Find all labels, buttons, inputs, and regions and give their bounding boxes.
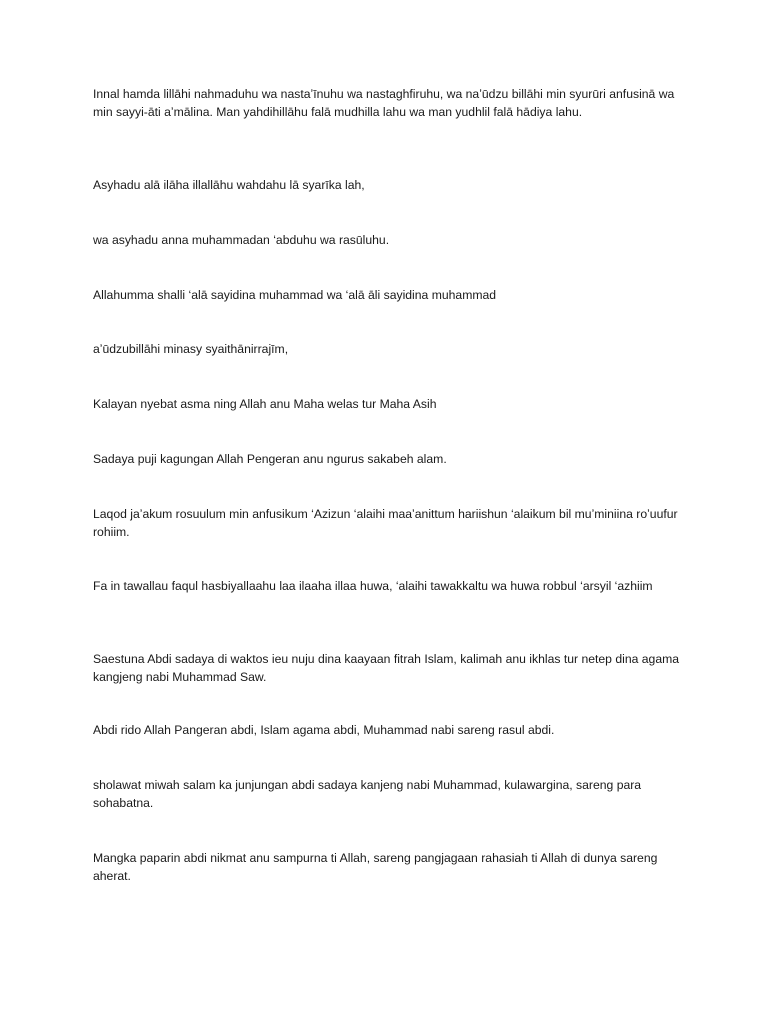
paragraph-fa-in-tawallau: Fa in tawallau faqul hasbiyallaahu laa ilaaha illaa huwa, ‘alaihi tawakkaltu wa huwa robbul ‘arsyil ‘azhiim [93, 579, 653, 593]
paragraph-nikmat-sampurna: Mangka paparin abdi nikmat anu sampurna ti Allah, sareng pangjagaan rahasiah ti Allah di dunya sareng aherat. [93, 851, 658, 883]
paragraph-sholawat-salam: sholawat miwah salam ka junjungan abdi sadaya kanjeng nabi Muhammad, kulawargina, sareng para sohabatna. [93, 778, 642, 810]
paragraph-basmalah-translation: Kalayan nyebat asma ning Allah anu Maha welas tur Maha Asih [93, 397, 437, 411]
paragraph-hamdalah-translation: Sadaya puji kagungan Allah Pengeran anu ngurus sakabeh alam. [93, 452, 447, 466]
paragraph-fitrah-islam: Saestuna Abdi sadaya di waktos ieu nuju dina kaayaan fitrah Islam, kalimah anu ikhlas tur netep dina agama kangjeng nabi Muhammad Saw. [93, 652, 680, 684]
paragraph-shalawat: Allahumma shalli ‘alā sayidina muhammad wa ‘alā āli sayidina muhammad [93, 288, 497, 302]
paragraph-shahada-second: wa asyhadu anna muhammadan ‘abduhu wa rasūluhu. [93, 233, 390, 247]
paragraph-shahada-first: Asyhadu alā ilāha illallāhu wahdahu lā syarīka lah, [93, 178, 365, 192]
paragraph-rido-allah: Abdi rido Allah Pangeran abdi, Islam agama abdi, Muhammad nabi sareng rasul abdi. [93, 723, 555, 737]
paragraph-taawudz: aʼūdzubillāhi minasy syaithānirrajīm, [93, 342, 289, 356]
paragraph-opening-praise: Innal hamda lillāhi nahmaduhu wa nastaʼīnuhu wa nastaghfiruhu, wa naʼūdzu billāhi min syurūri anfusinā wa min sayyi-āti aʼmālina. Man yahdihillāhu falā mudhilla lahu wa man yudhlil falā hādiya lahu. [93, 87, 675, 119]
paragraph-laqod-jaakum: Laqod jaʼakum rosuulum min anfusikum ‘Azizun ‘alaihi maaʼanittum hariishun ‘alaikum bil muʼminiina roʼuufur rohiim. [93, 507, 678, 539]
